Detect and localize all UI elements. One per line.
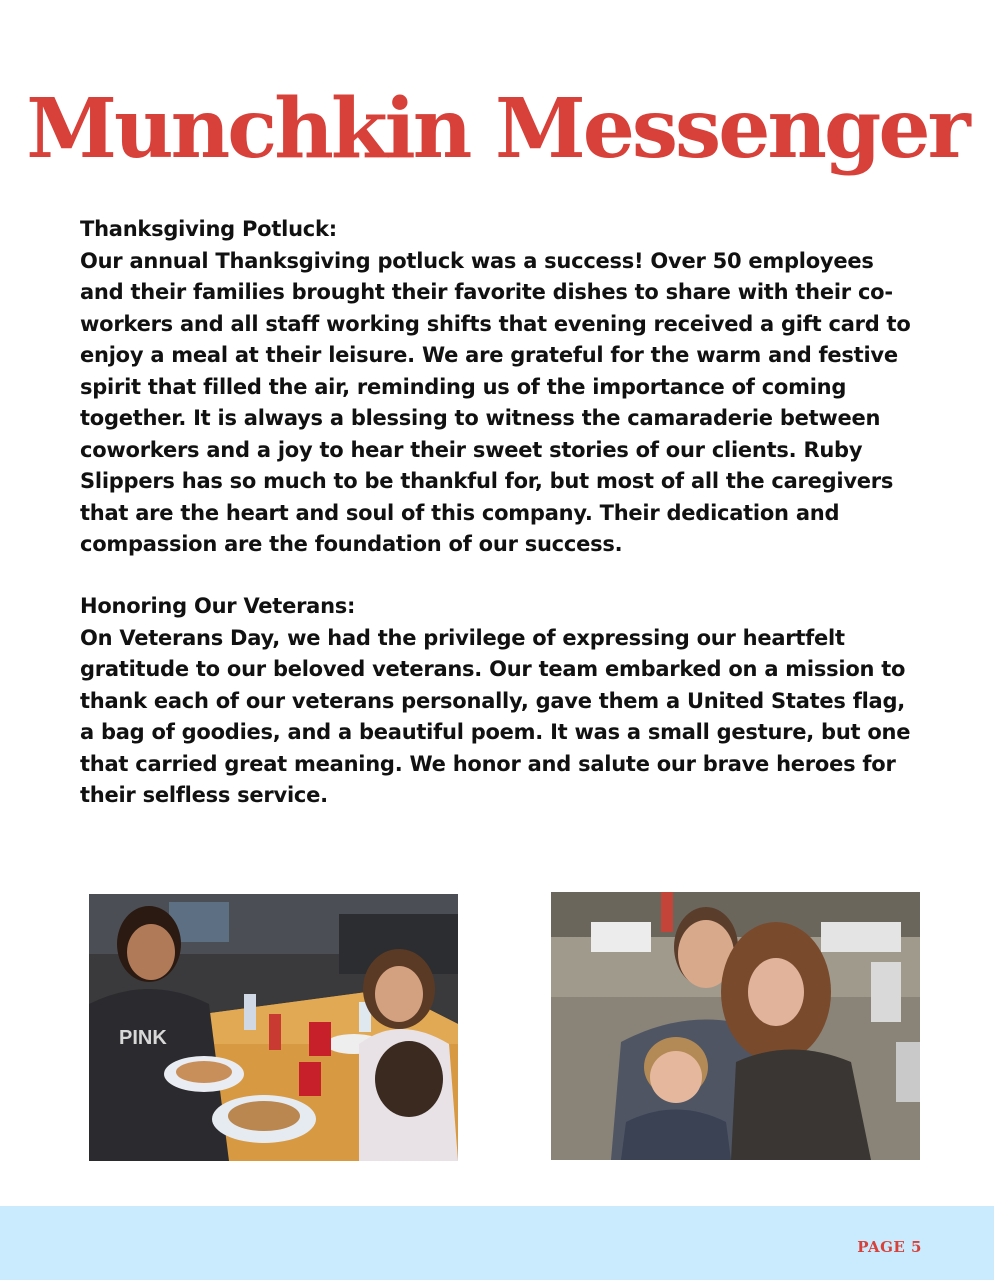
article-veterans bbox=[80, 591, 920, 812]
article-heading: Thanksgiving Potluck: bbox=[80, 217, 337, 241]
article-body: Our annual Thanksgiving potluck was a success! Over 50 employees and their families brought their favorite dishes to share with their co-workers and all staff working shifts that evening received a gift card to enjoy a meal at their leisure. We are grateful for the warm and festive spirit that filled the air, reminding us of the importance of coming together. It is always a blessing to witness the camaraderie between coworkers and a joy to hear their sweet stories of our clients. Ruby Slippers has so much to be thankful for, but most of all the caregivers that are the heart and soul of this company. Their dedication and compassion are the foundation of our success. bbox=[80, 248, 911, 556]
article-thanksgiving bbox=[80, 214, 920, 561]
page-number: PAGE 5 bbox=[857, 1238, 922, 1256]
masthead-title: Munchkin Messenger bbox=[26, 81, 968, 177]
svg-text:PINK: PINK bbox=[119, 1027, 167, 1049]
article-heading: Honoring Our Veterans: bbox=[80, 594, 356, 618]
potluck-photo bbox=[89, 894, 458, 1161]
article-body: On Veterans Day, we had the privilege of expressing our heartfelt gratitude to our beloved veterans. Our team embarked on a mission to thank each of our veterans personally, gave them a United States flag, a bag of goodies, and a beautiful poem. It was a small gesture, but one that carried great meaning. We honor and salute our brave heroes for their selfless service. bbox=[80, 625, 911, 807]
family-photo bbox=[551, 892, 920, 1160]
footer-band bbox=[0, 1206, 994, 1280]
